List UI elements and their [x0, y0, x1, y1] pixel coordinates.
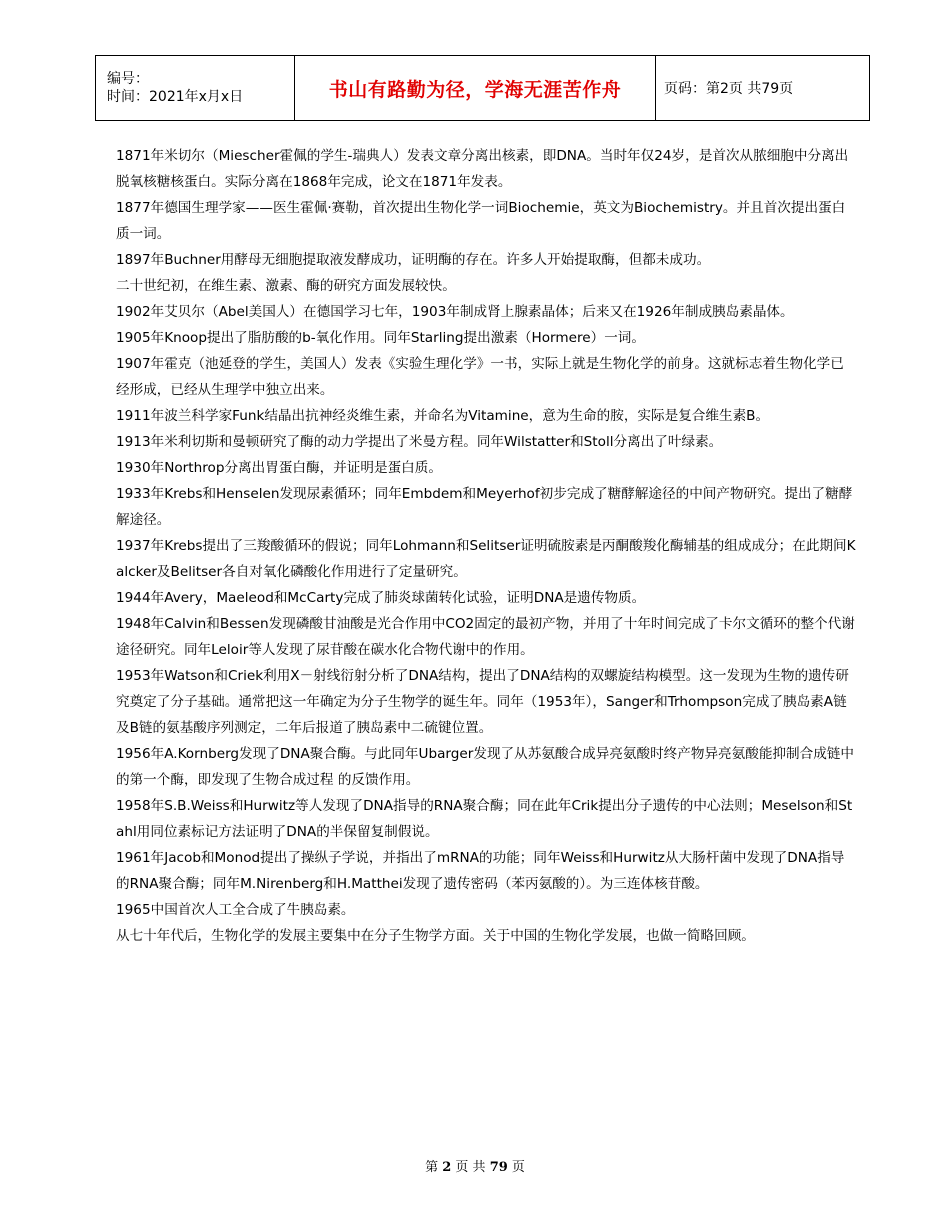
- motto-text: 书山有路勤为径，学海无涯苦作舟: [328, 78, 622, 101]
- paragraph: 1905年Knoop提出了脂肪酸的b-氧化作用。同年Starling提出激素（Hormere）一词。: [116, 330, 645, 346]
- paragraph: 二十世纪初，在维生素、激素、酶的研究方面发展较快。: [116, 278, 456, 294]
- paragraph: 1944年Avery，Maeleod和McCarty完成了肺炎球菌转化试验，证明DNA是遗传物质。: [116, 590, 646, 606]
- footer-suffix: 页: [511, 1160, 525, 1175]
- footer-total-pages: 79: [489, 1160, 508, 1175]
- paragraph: 1907年霍克（池延登的学生，美国人）发表《实验生理化学》一书，实际上就是生物化学的前身。这就标志着生物化学已经形成，已经从生理学中独立出来。: [116, 356, 844, 398]
- serial-number-label: 编号：: [107, 71, 149, 87]
- time-label: 时间：2021年x月x日: [107, 89, 244, 105]
- paragraph: 1953年Watson和Criek利用X－射线衍射分析了DNA结构，提出了DNA结构的双螺旋结构模型。这一发现为生物的遗传研究奠定了分子基础。通常把这一年确定为分子生物学的诞生年。同年（1953年），Sanger和Trhompson完成了胰岛素A链及B链的氨基酸序列测定，二年后报道了胰岛素中二硫键位置。: [116, 668, 849, 736]
- paragraph: 1948年Calvin和Bessen发现磷酸甘油酸是光合作用中CO2固定的最初产物，并用了十年时间完成了卡尔文循环的整个代谢途径研究。同年Leloir等人发现了尿苷酸在碳水化合物代谢中的作用。: [116, 616, 855, 658]
- paragraph: 1965中国首次人工全合成了牛胰岛素。: [116, 902, 355, 918]
- paragraph: 1877年德国生理学家——医生霍佩·赛勒，首次提出生物化学一词Biochemie，英文为Biochemistry。并且首次提出蛋白质一词。: [116, 200, 846, 242]
- paragraph: 1958年S.B.Weiss和Hurwitz等人发现了DNA指导的RNA聚合酶；同在此年Crik提出分子遗传的中心法则；Meselson和Stahl用同位素标记方法证明了DNA的半保留复制假说。: [116, 798, 853, 840]
- page-footer: [0, 1156, 950, 1175]
- paragraph: 1933年Krebs和Henselen发现尿素循环；同年Embdem和Meyerhof初步完成了糖酵解途径的中间产物研究。提出了糖酵解途径。: [116, 486, 853, 528]
- paragraph: 1930年Northrop分离出胃蛋白酶，并证明是蛋白质。: [116, 460, 442, 476]
- paragraph: 1961年Jacob和Monod提出了操纵子学说，并指出了mRNA的功能；同年Weiss和Hurwitz从大肠杆菌中发现了DNA指导的RNA聚合酶；同年M.Nirenberg和H.Matthei发现了遗传密码（苯丙氨酸的）。为三连体核苷酸。: [116, 850, 845, 892]
- header-page-cell: [656, 56, 870, 121]
- header-meta-cell: [96, 56, 295, 121]
- document-body: [116, 143, 856, 949]
- paragraph: 从七十年代后，生物化学的发展主要集中在分子生物学方面。关于中国的生物化学发展，也做一简略回顾。: [116, 928, 755, 944]
- page-info: 页码：第2页 共79页: [664, 81, 794, 97]
- paragraph: 1913年米利切斯和曼顿研究了酶的动力学提出了米曼方程。同年Wilstatter和Stoll分离出了叶绿素。: [116, 434, 723, 450]
- header-motto-cell: [295, 56, 656, 121]
- paragraph: 1902年艾贝尔（Abel美国人）在德国学习七年，1903年制成肾上腺素晶体；后来又在1926年制成胰岛素晶体。: [116, 304, 794, 320]
- header-table: [95, 55, 870, 121]
- paragraph: 1937年Krebs提出了三羧酸循环的假说；同年Lohmann和Selitser证明硫胺素是丙酮酸羧化酶辅基的组成成分；在此期间Kalcker及Belitser各自对氧化磷酸化作用进行了定量研究。: [116, 538, 856, 580]
- footer-page-number: 2: [442, 1160, 452, 1175]
- paragraph: 1897年Buchner用酵母无细胞提取液发酵成功，证明酶的存在。许多人开始提取酶，但都未成功。: [116, 252, 711, 268]
- paragraph: 1911年波兰科学家Funk结晶出抗神经炎维生素，并命名为Vitamine，意为生命的胺，实际是复合维生素B。: [116, 408, 770, 424]
- paragraph: 1956年A.Kornberg发现了DNA聚合酶。与此同年Ubarger发现了从苏氨酸合成异亮氨酸时终产物异亮氨酸能抑制合成链中的第一个酶，即发现了生物合成过程 的反馈作用。: [116, 746, 854, 788]
- paragraph: 1871年米切尔（Miescher霍佩的学生-瑞典人）发表文章分离出核素，即DNA。当时年仅24岁，是首次从脓细胞中分离出脱氧核糖核蛋白。实际分离在1868年完成，论文在1871年发表。: [116, 148, 849, 190]
- footer-prefix: 第: [425, 1160, 439, 1175]
- footer-middle: 页 共: [455, 1160, 486, 1175]
